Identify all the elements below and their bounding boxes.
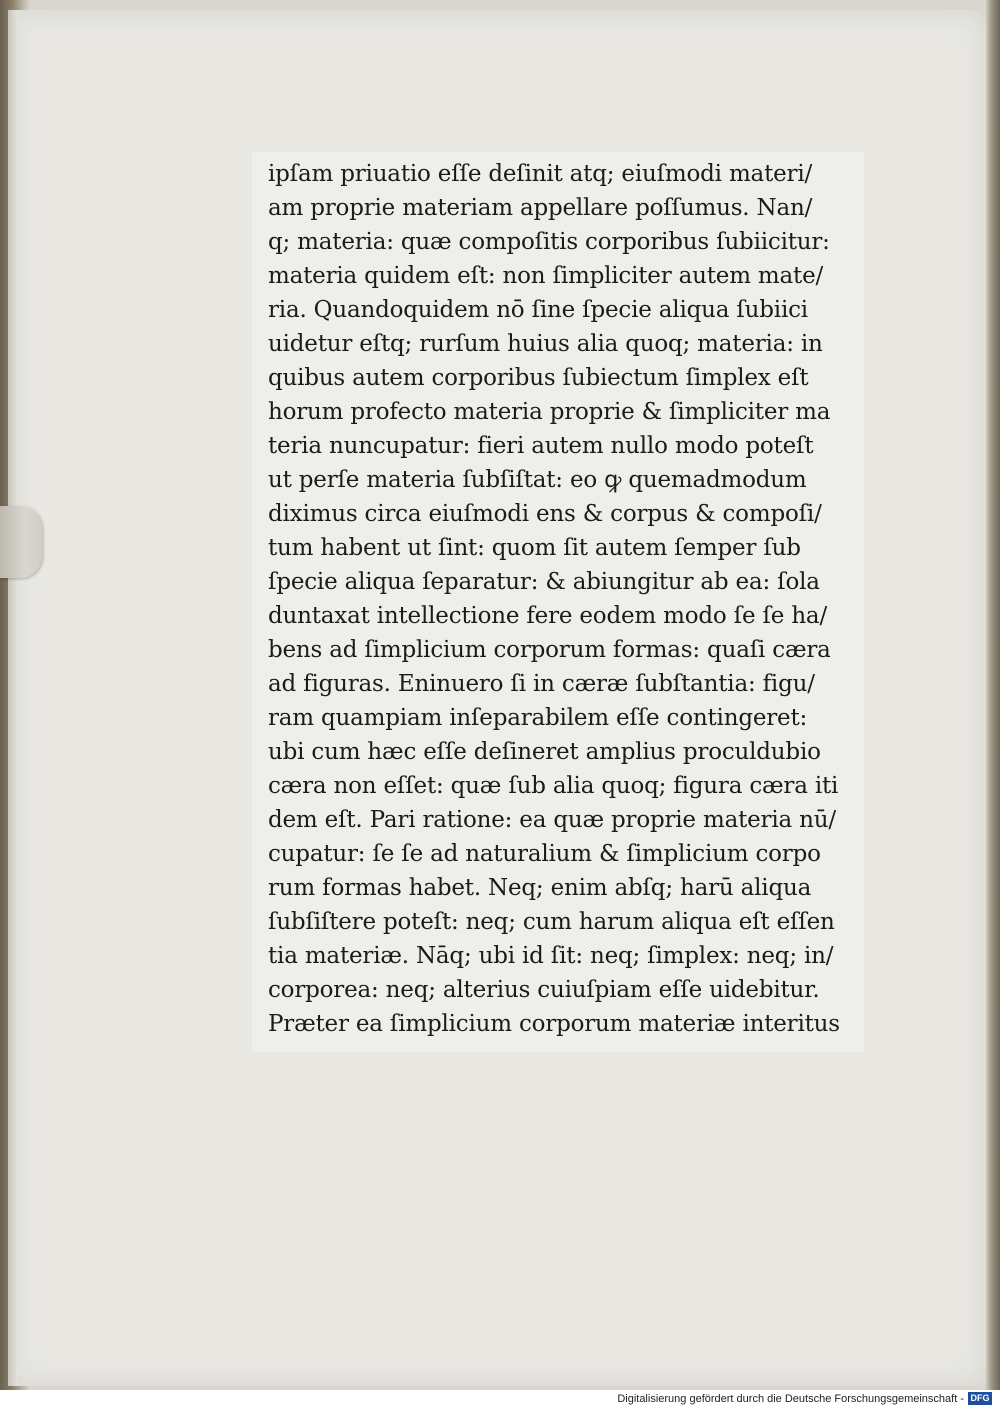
text-line: cupatur: ſe ſe ad naturalium & ſimplicium corpo — [268, 841, 821, 867]
text-line: cæra non eſſet: quæ ſub alia quoq; figura cæra iti — [268, 773, 839, 799]
text-line: ſpecie aliqua ſeparatur: & abiungitur ab ea: ſola — [268, 569, 820, 595]
book-binding-edge — [986, 0, 1000, 1390]
text-line: ram quampiam inſeparabilem eſſe contingeret: — [268, 705, 808, 731]
text-line: ipſam priuatio eſſe deſinit atq; eiuſmodi materi/ — [268, 161, 813, 187]
text-line: rum formas habet. Neq; enim abſq; harū aliqua — [268, 875, 812, 901]
text-line: tum habent ut ſint: quom ſit autem ſemper ſub — [268, 535, 801, 561]
text-line: am proprie materiam appellare poſſumus. Nan/ — [268, 195, 813, 221]
text-line: quibus autem corporibus ſubiectum ſimplex eſt — [268, 365, 809, 391]
text-line: Præter ea ſimplicium corporum materiæ interitus — [268, 1011, 840, 1037]
page-left-edge — [8, 10, 18, 1386]
text-line: horum profecto materia proprie & ſimpliciter ma — [268, 399, 831, 425]
text-line: corporea: neq; alterius cuiuſpiam eſſe uidebitur. — [268, 977, 820, 1003]
text-line: duntaxat intellectione fere eodem modo ſe ſe ha/ — [268, 603, 827, 629]
text-line: ubi cum hæc eſſe deſineret amplius proculdubio — [268, 739, 821, 765]
text-line: q; materia: quæ compoſitis corporibus ſubiicitur: — [268, 229, 830, 255]
page-holder-clip — [0, 506, 42, 578]
text-line: teria nuncupatur: fieri autem nullo modo poteſt — [268, 433, 814, 459]
text-line: materia quidem eſt: non ſimpliciter autem mate/ — [268, 263, 824, 289]
text-line: ut perſe materia ſubſiſtat: eo ꝙ quemadmodum — [268, 467, 807, 493]
text-line: bens ad ſimplicium corporum formas: quaſi cæra — [268, 637, 831, 663]
text-line: ria. Quandoquidem nō ſine ſpecie aliqua ſubiici — [268, 297, 808, 323]
text-line: ad figuras. Eninuero ſi in cæræ ſubſtantia: figu/ — [268, 671, 815, 697]
funding-credit: Digitalisierung gefördert durch die Deutsche Forschungsgemeinschaft - — [617, 1393, 964, 1405]
text-line: ſubſiſtere poteſt: neq; cum harum aliqua eſt eſſen — [268, 909, 835, 935]
text-line: tia materiæ. Nāq; ubi id ſit: neq; ſimplex: neq; in/ — [268, 943, 834, 969]
dfg-logo-icon: DFG — [968, 1392, 992, 1405]
text-line: diximus circa eiuſmodi ens & corpus & compoſi/ — [268, 501, 822, 527]
text-line: dem eſt. Pari ratione: ea quæ proprie materia nū/ — [268, 807, 836, 833]
text-line: uidetur eſtq; rurſum huius alia quoq; materia: in — [268, 331, 823, 357]
